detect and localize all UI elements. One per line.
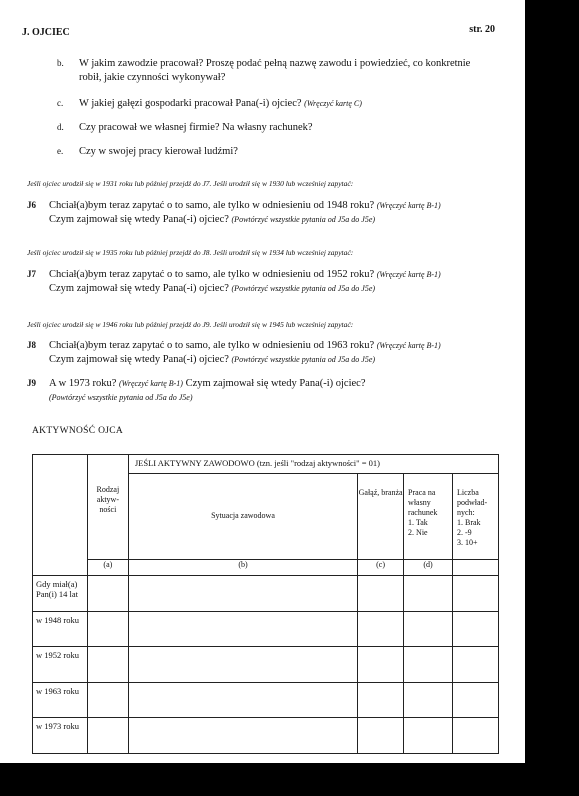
- answer-cell-a[interactable]: [87, 611, 128, 647]
- answer-cell-d[interactable]: [404, 647, 453, 683]
- row-label: w 1963 roku: [33, 682, 88, 718]
- answer-cell-e[interactable]: [453, 576, 499, 612]
- question-text: W jakiej gałęzi gospodarki pracował Pana(-i) ojciec?: [79, 98, 302, 109]
- answer-cell-d[interactable]: [404, 682, 453, 718]
- answer-cell-c[interactable]: [358, 647, 404, 683]
- answer-cell-c[interactable]: [358, 718, 404, 754]
- question-text: Chciał(a)bym teraz zapytać o to samo, ale tylko w odniesieniu od 1963 roku?: [49, 340, 375, 351]
- answer-cell-e[interactable]: [453, 682, 499, 718]
- answer-cell-e[interactable]: [453, 611, 499, 647]
- column-letter-d: (d): [404, 559, 453, 576]
- answer-cell-c[interactable]: [358, 611, 404, 647]
- question-text-cont: Czym zajmował się wtedy Pana(-i) ojciec?: [49, 354, 229, 365]
- table-row: [33, 576, 499, 612]
- row-label: Gdy miał(a) Pan(i) 14 lat: [33, 576, 88, 612]
- column-letter-a: (a): [87, 559, 128, 576]
- question-letter: d.: [57, 122, 64, 132]
- question-instruction: (Powtórzyć wszystkie pytania od J5a do J5e): [231, 355, 376, 364]
- question-text-cont: Czym zajmował się wtedy Pana(-i) ojciec?: [185, 378, 366, 389]
- column-letter-c: (c): [358, 559, 404, 576]
- column-letter-b: (b): [128, 559, 357, 576]
- question-letter: c.: [57, 98, 64, 108]
- question-b: [57, 56, 512, 85]
- question-text-cont: Czym zajmował się wtedy Pana(-i) ojciec?: [49, 214, 229, 225]
- question-text: Czy w swojej pracy kierował ludźmi?: [79, 146, 238, 157]
- answer-cell-d[interactable]: [404, 576, 453, 612]
- answer-cell-b[interactable]: [128, 647, 357, 683]
- answer-cell-e[interactable]: [453, 718, 499, 754]
- question-instruction: (Wręczyć kartę B-1): [376, 201, 441, 210]
- answer-cell-b[interactable]: [128, 611, 357, 647]
- father-activity-table: [32, 454, 499, 754]
- question-e: [57, 144, 512, 159]
- question-instruction: (Wręczyć kartę B-1): [376, 270, 441, 279]
- question-text: A w 1973 roku?: [49, 378, 117, 389]
- answer-cell-c[interactable]: [358, 576, 404, 612]
- answer-cell-a[interactable]: [87, 682, 128, 718]
- row-label: w 1973 roku: [33, 718, 88, 754]
- scan-border-right: [525, 0, 579, 796]
- column-header-d: Praca na własny rachunek 1. Tak 2. Nie: [404, 473, 453, 559]
- question-id: J7: [27, 269, 36, 279]
- answer-cell-b[interactable]: [128, 718, 357, 754]
- merged-header: JEŚLI AKTYWNY ZAWODOWO (tzn. jeśli "rodzaj aktywności" = 01): [128, 455, 498, 474]
- question-letter: b.: [57, 58, 64, 68]
- question-d: [57, 120, 512, 135]
- column-header-a: Rodzaj aktyw- ności: [87, 455, 128, 560]
- question-text: Chciał(a)bym teraz zapytać o to samo, ale tylko w odniesieniu od 1948 roku?: [49, 200, 375, 211]
- answer-cell-d[interactable]: [404, 718, 453, 754]
- question-j7: [27, 267, 517, 296]
- question-c: [57, 96, 512, 111]
- table-row: [33, 611, 499, 647]
- answer-cell-a[interactable]: [87, 576, 128, 612]
- column-header-e: Liczba podwład- nych: 1. Brak 2. -9 3. 10+: [453, 473, 499, 559]
- answer-cell-a[interactable]: [87, 647, 128, 683]
- question-letter: e.: [57, 146, 64, 156]
- question-instruction: (Powtórzyć wszystkie pytania od J5a do J5e): [231, 284, 376, 293]
- question-text: Chciał(a)bym teraz zapytać o to samo, ale tylko w odniesieniu od 1952 roku?: [49, 269, 375, 280]
- question-instruction: (Powtórzyć wszystkie pytania od J5a do J5e): [49, 393, 193, 402]
- scan-border-bottom: [0, 763, 579, 796]
- section-title: AKTYWNOŚĆ OJCA: [32, 426, 124, 436]
- page-number: str. 20: [469, 24, 495, 35]
- table-corner: [33, 455, 88, 576]
- filter-instruction-j7: Jeśli ojciec urodził się w 1935 roku lub później przejdź do J8. Jeśli urodził się w 1934 lub wcześniej zapytać:: [27, 248, 354, 257]
- table-row: [33, 718, 499, 754]
- table-row: [33, 682, 499, 718]
- column-letter-e: [453, 559, 499, 576]
- filter-instruction-j8: Jeśli ojciec urodził się w 1946 roku lub później przejdź do J9. Jeśli urodził się w 1945 lub wcześniej zapytać:: [27, 320, 354, 329]
- answer-cell-b[interactable]: [128, 576, 357, 612]
- row-label: w 1952 roku: [33, 647, 88, 683]
- question-j6: [27, 198, 517, 227]
- question-text-cont: robił, jakie czynności wykonywał?: [79, 72, 226, 83]
- column-header-c: Gałąź, branża: [358, 473, 404, 559]
- section-header: J. OJCIEC: [22, 27, 70, 38]
- question-instruction: (Powtórzyć wszystkie pytania od J5a do J5e): [231, 215, 376, 224]
- table-row: [33, 647, 499, 683]
- filter-instruction-j6: Jeśli ojciec urodził się w 1931 roku lub później przejdź do J7. Jeśli urodził się w 1930 lub wcześniej zapytać:: [27, 179, 354, 188]
- answer-cell-d[interactable]: [404, 611, 453, 647]
- question-id: J9: [27, 378, 36, 388]
- question-j9: [27, 376, 517, 405]
- question-instruction: (Wręczyć kartę B-1): [119, 379, 183, 388]
- row-label: w 1948 roku: [33, 611, 88, 647]
- question-id: J8: [27, 340, 36, 350]
- question-instruction: (Wręczyć kartę C): [304, 99, 362, 108]
- answer-cell-b[interactable]: [128, 682, 357, 718]
- question-text-cont: Czym zajmował się wtedy Pana(-i) ojciec?: [49, 283, 229, 294]
- question-j8: [27, 338, 517, 367]
- question-id: J6: [27, 200, 36, 210]
- answer-cell-e[interactable]: [453, 647, 499, 683]
- question-text: Czy pracował we własnej firmie? Na własny rachunek?: [79, 122, 313, 133]
- question-text: W jakim zawodzie pracował? Proszę podać pełną nazwę zawodu i powiedzieć, co konkretnie: [79, 58, 471, 69]
- answer-cell-c[interactable]: [358, 682, 404, 718]
- column-header-b: Sytuacja zawodowa: [128, 473, 357, 559]
- question-instruction: (Wręczyć kartę B-1): [376, 341, 441, 350]
- answer-cell-a[interactable]: [87, 718, 128, 754]
